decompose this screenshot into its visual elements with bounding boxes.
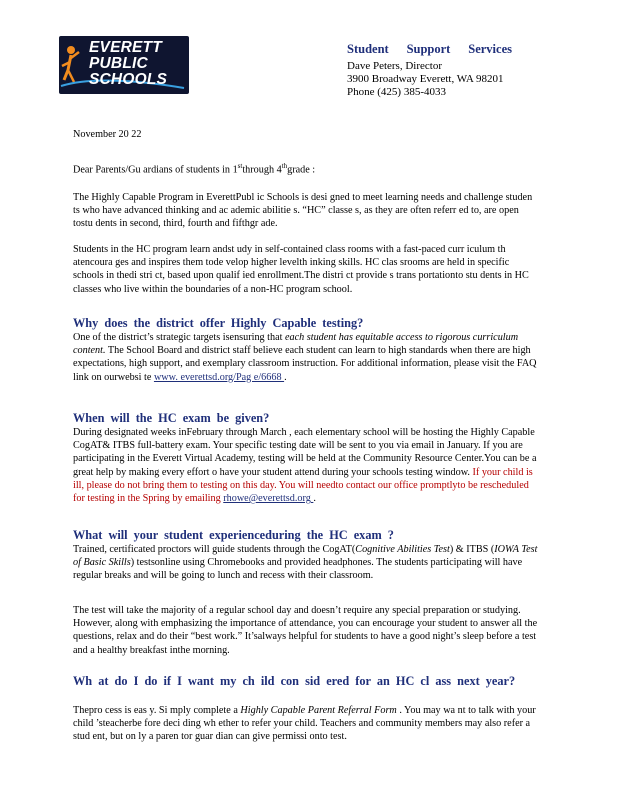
intro-paragraph-1 — [73, 191, 541, 231]
title-word: Support — [406, 42, 451, 56]
paragraph-text: The School Board and district staff believe each student can learn to high standards when there are high expectations, high support, and exemplary classroom instruction. For additional information, please visit the FAQ link on ourwebsi te — [73, 345, 537, 383]
emphasis-text: each student has equitable access to rigorous curriculum content. — [73, 332, 519, 357]
warning-text: If your child is ill, please do not bring them to testing on this day. You will needto contact our office promptlyto be rescheduled for testing in the Spring by emailing — [73, 466, 533, 505]
department-title — [347, 42, 512, 57]
title-word: Student — [347, 42, 389, 56]
section-what-text-1 — [73, 543, 541, 583]
salutation-text: Dear Parents/Gu ardians of students in — [73, 164, 233, 176]
emphasis-text: Cognitive Abilities Test — [355, 544, 450, 555]
logo-line-2: PUBLIC — [89, 55, 148, 72]
paragraph-text: . You may wa nt to talk with your child ’steacherbe fore deci ding wh ether to refer your child. Teachers and community members may also refer a stud ent, but on ly a paren tor guar dian can give permissi onto test. — [73, 705, 536, 743]
logo-line-1: EVERETT — [89, 39, 162, 56]
ordinal-suffix: th — [281, 162, 288, 170]
emphasis-text: IOWA Test of Basic Skills — [73, 544, 538, 569]
salutation-text: through 4 — [242, 164, 282, 176]
paragraph-text: One of the district’s strategic targets isensuring that — [73, 332, 286, 343]
paragraph-text: The Highly Capable Program in EverettPubl ic Schools is desi gned to meet learning needs and challenge studen ts who have advanced thinking and ac ademic abilitie s. “HC” classe s, as they are often referr ed to, are open tostu dents in second, third, fourth and fifthgr ade. — [73, 192, 533, 230]
ordinal-suffix: st — [237, 162, 243, 170]
emphasis-text: Highly Capable Parent Referral Form — [240, 705, 400, 716]
section-when-text — [73, 426, 541, 505]
section-refer-text — [73, 704, 541, 744]
email-link[interactable]: rhowe@everettsd.org — [223, 493, 314, 505]
section-heading-refer: Wh at do I do if I want my ch ild con sid ered for an HC cl ass next year? — [73, 674, 516, 688]
section-heading-what: What will your student experienceduring the HC exam ? — [73, 528, 394, 542]
department-contact — [347, 60, 504, 99]
section-why-text — [73, 331, 541, 384]
phone-number: Phone (425) 385-4033 — [347, 86, 446, 98]
paragraph-text: The test will take the majority of a regular school day and doesn’t require any special preparation or studying. However, along with emphasizing the importance of attendance, you can encourage your student to answer all the questions, relax and do their “best work.” It’salways helpful for students to have a good night’s sleep before a test and a healthy breakfast inthe morning. — [73, 605, 538, 656]
paragraph-text: During designated weeks inFebruary through March , each elementary school will be hosting the Highly Capable CogAT& ITBS full-battery exam. Your specific testing date will be sent to you via email in January. If you are participating in the Everett Virtual Academy, testing will be held at the Community Resource Center.You can be a great help by making every effort o have your student attend during your schools testing window. — [73, 427, 537, 478]
section-heading-why: Why does the district offer Highly Capable testing? — [73, 316, 364, 330]
title-word: Services — [468, 42, 512, 56]
grade-number: 1 — [232, 164, 238, 176]
section-what-text-2 — [73, 604, 541, 657]
section-heading-when: When will the HC exam be given? — [73, 411, 270, 425]
paragraph-text: . — [313, 493, 316, 505]
paragraph-text: Trained, certificated proctors will guide students through the CogAT( — [73, 544, 356, 555]
letter-date: November 20 22 — [73, 129, 142, 140]
paragraph-text: ) & ITBS ( — [449, 544, 495, 555]
paragraph-text: ) testsonline using Chromebooks and provided headphones. The students participating will have regular breaks and will be going to lunch and recess with their classroom. — [73, 557, 523, 582]
logo-line-3: SCHOOLS — [89, 71, 168, 88]
paragraph-text: Thepro cess is eas y. Si mply complete a — [73, 705, 241, 716]
intro-paragraph-2 — [73, 243, 541, 296]
director-name: Dave Peters, Director — [347, 60, 442, 72]
salutation-text: grade : — [287, 164, 316, 176]
everett-public-schools-logo — [59, 36, 189, 94]
street-address: 3900 Broadway Everett, WA 98201 — [347, 73, 504, 85]
paragraph-text: Students in the HC program learn andst udy in self-contained class rooms with a fast-paced curr iculum th atencoura ges and inspires them tode velop higher levelth inking skills. HC clas srooms are held in specific schools in thedi stri ct, based upon qualif ied enrollment.The distri ct provide s trans portationto stu dents in HC classes who live within the boundaries of a non-HC program school. — [73, 244, 529, 295]
faq-link[interactable]: www. everettsd.org/Pag e/6668 — [153, 371, 285, 383]
paragraph-text: . — [284, 371, 287, 383]
salutation — [73, 160, 541, 177]
